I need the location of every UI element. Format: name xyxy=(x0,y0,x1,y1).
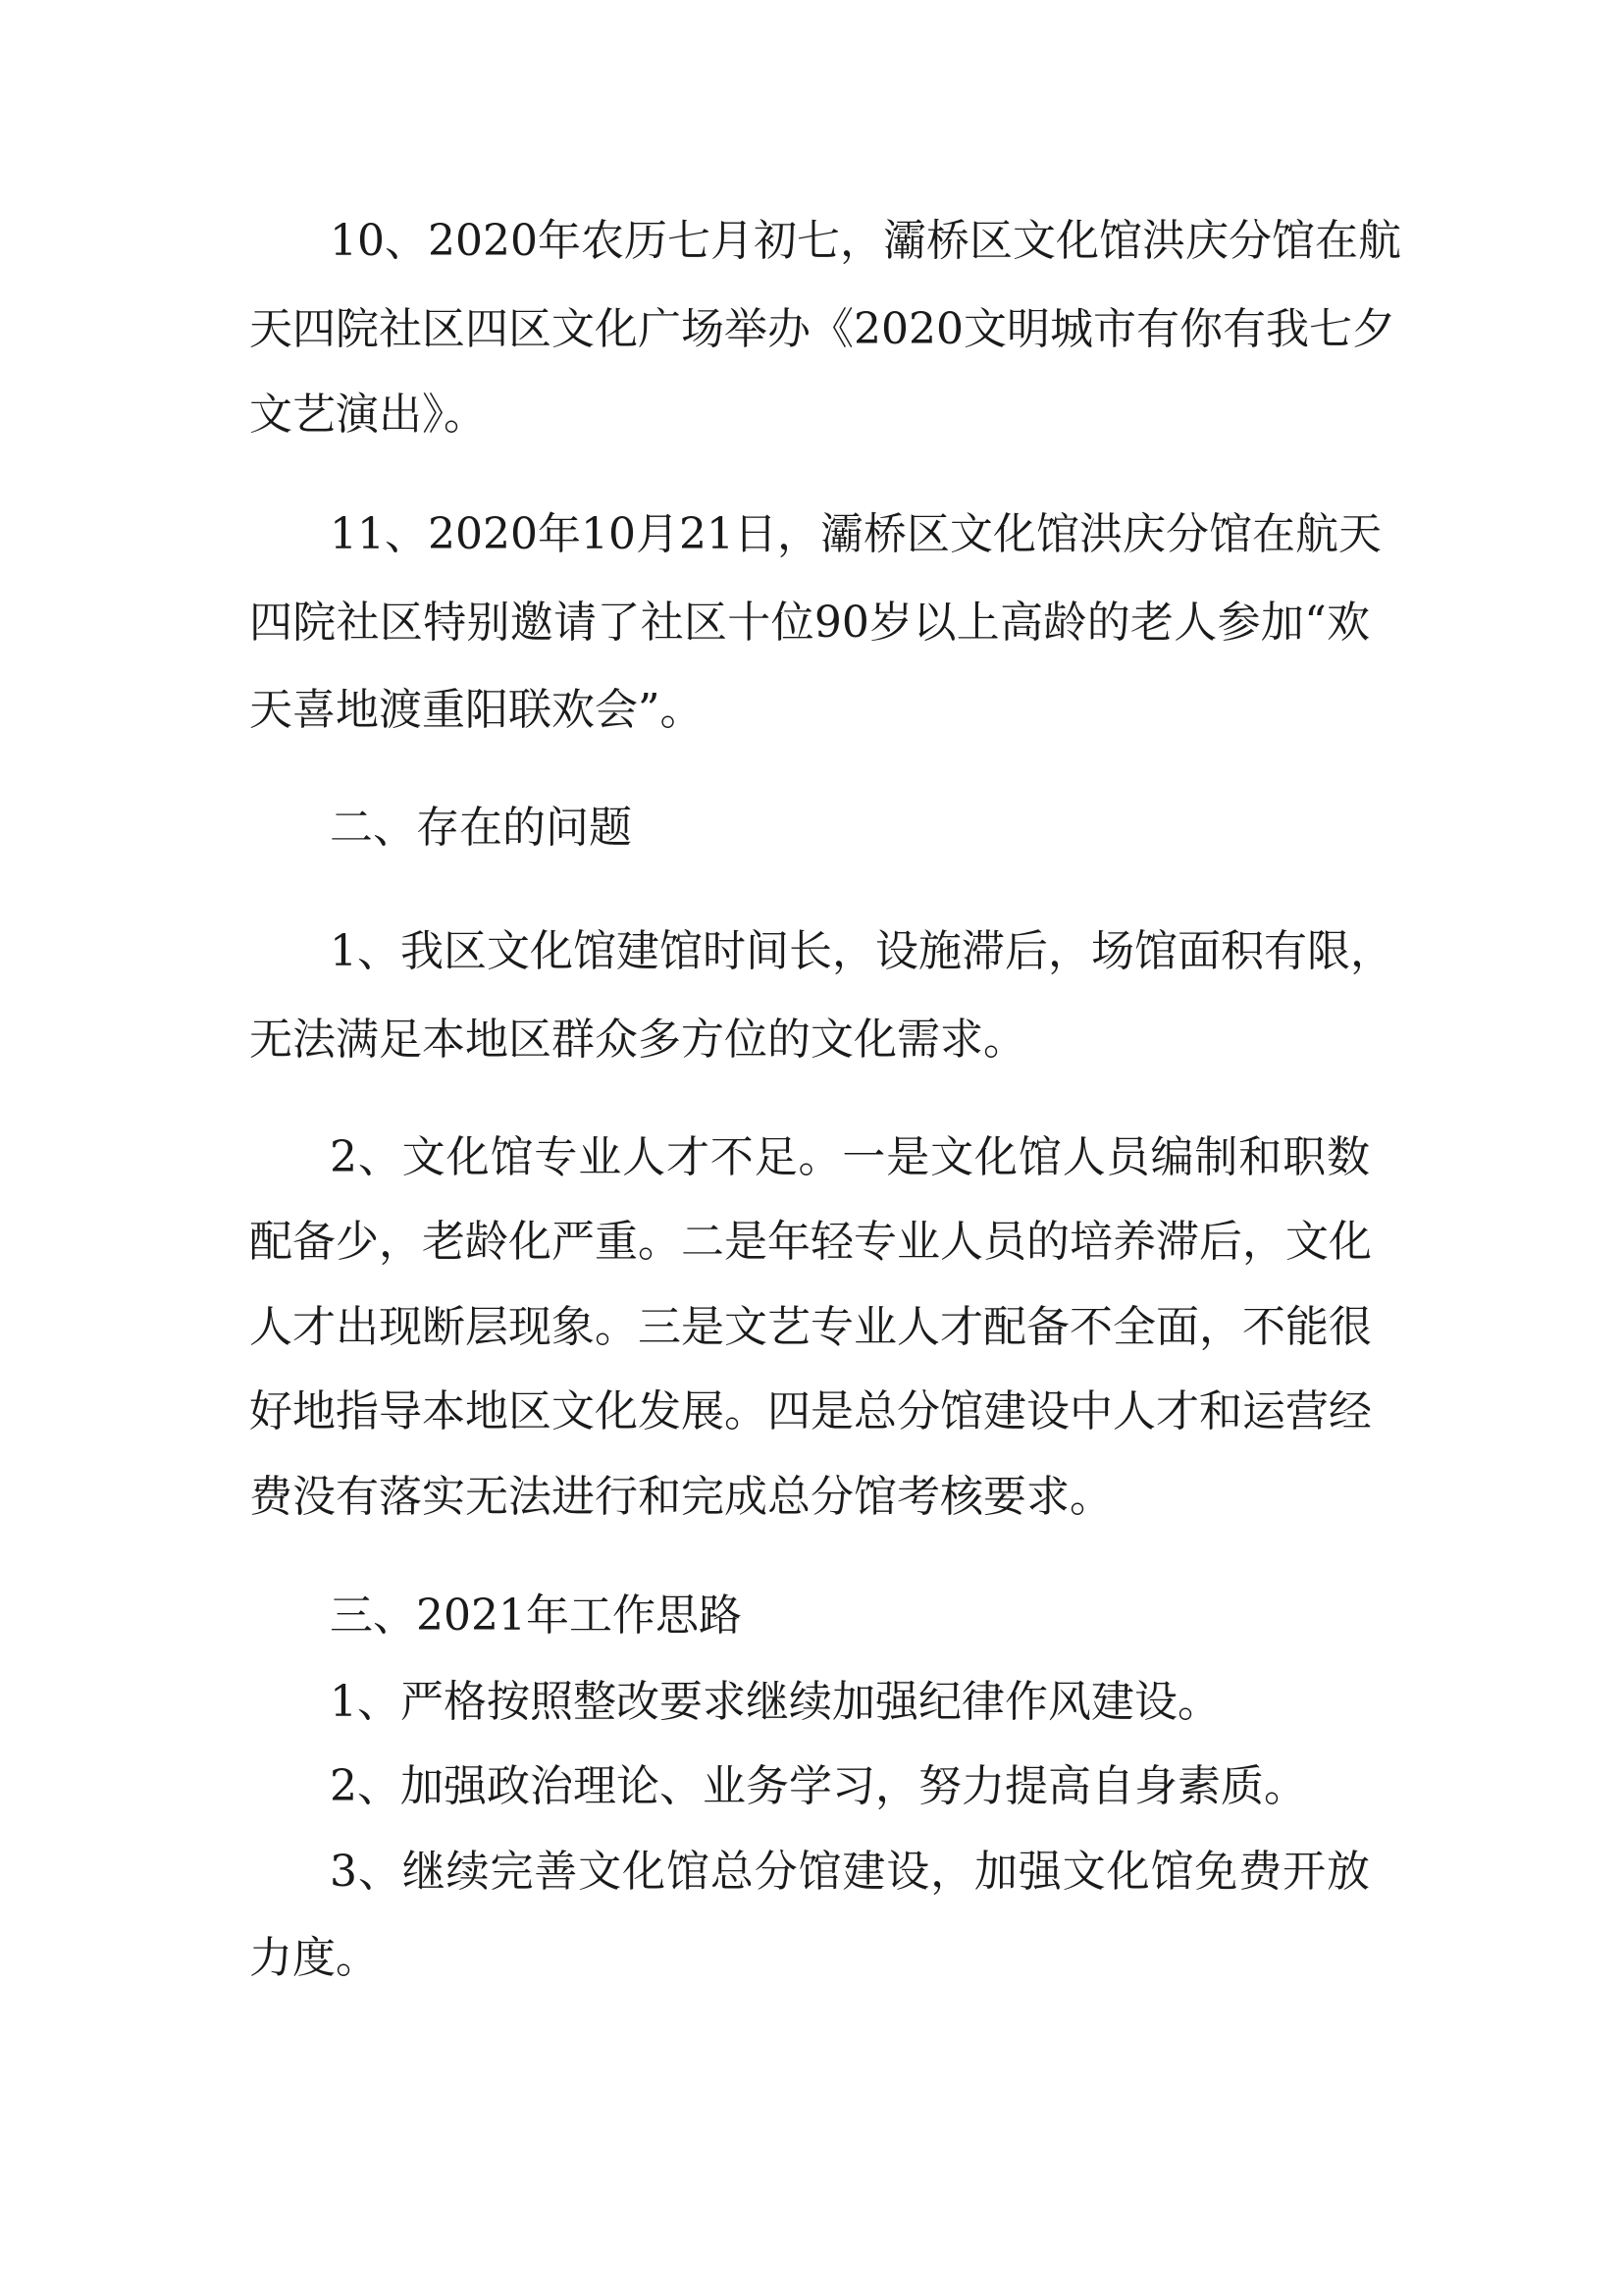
paragraph-line: 费没有落实无法进行和完成总分馆考核要求。 xyxy=(249,1472,1113,1522)
paragraph-line: 11、2020年10月21日，灞桥区文化馆洪庆分馆在航天 xyxy=(330,509,1382,559)
paragraph-line: 配备少，老龄化严重。二是年轻专业人员的培养滞后，文化 xyxy=(249,1217,1372,1267)
paragraph-line: 无法满足本地区群众多方位的文化需求。 xyxy=(249,1015,1026,1065)
paragraph-line: 2、文化馆专业人才不足。一是文化馆人员编制和职数 xyxy=(330,1132,1370,1182)
list-item: 1、严格按照整改要求继续加强纪律作风建设。 xyxy=(330,1677,1221,1727)
paragraph-line: 四院社区特别邀请了社区十位90岁以上高龄的老人参加“欢 xyxy=(249,598,1370,648)
section-heading: 三、2021年工作思路 xyxy=(330,1591,742,1641)
paragraph-line: 好地指导本地区文化发展。四是总分馆建设中人才和运营经 xyxy=(249,1386,1372,1436)
paragraph-line: 天喜地渡重阳联欢会”。 xyxy=(249,685,704,735)
paragraph-line: 10、2020年农历七月初七，灞桥区文化馆洪庆分馆在航 xyxy=(330,216,1401,266)
list-item: 2、加强政治理论、业务学习，努力提高自身素质。 xyxy=(330,1761,1307,1811)
paragraph-line: 力度。 xyxy=(249,1933,379,1983)
paragraph-line: 1、我区文化馆建馆时间长，设施滞后，场馆面积有限， xyxy=(330,926,1393,976)
section-heading: 二、存在的问题 xyxy=(330,803,632,853)
paragraph-line: 文艺演出》。 xyxy=(249,390,487,440)
paragraph-line: 天四院社区四区文化广场举办《2020文明城市有你有我七夕 xyxy=(249,304,1395,354)
paragraph-line: 人才出现断层现象。三是文艺专业人才配备不全面，不能很 xyxy=(249,1302,1372,1352)
list-item: 3、继续完善文化馆总分馆建设，加强文化馆免费开放 xyxy=(330,1847,1370,1897)
